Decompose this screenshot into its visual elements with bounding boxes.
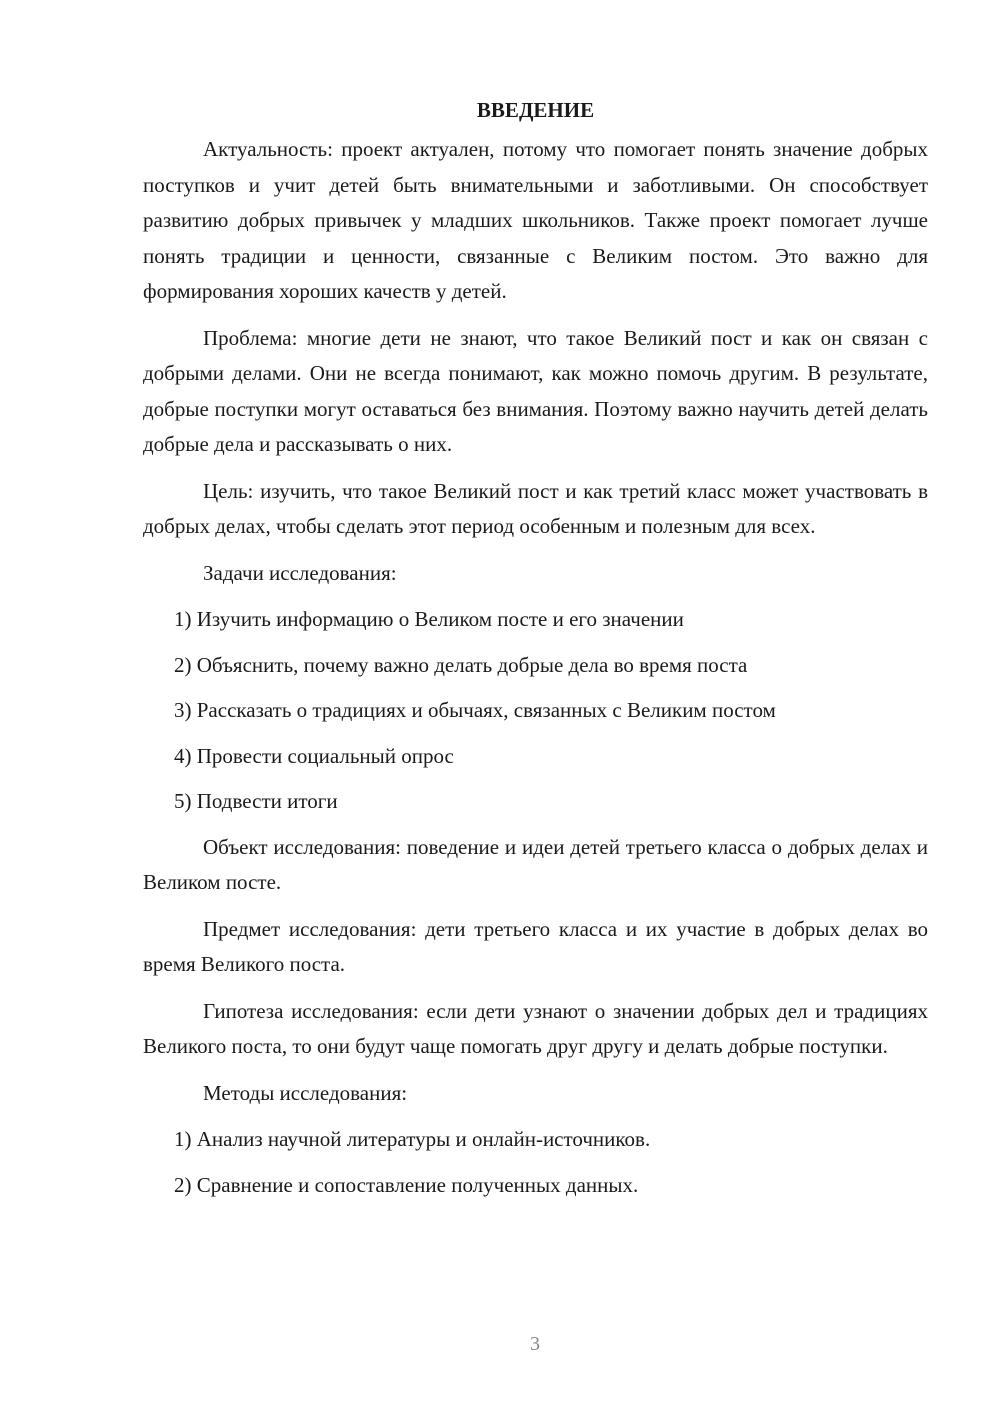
list-item: 3) Рассказать о традициях и обычаях, связанных с Великим постом xyxy=(174,698,776,722)
list-item: 5) Подвести итоги xyxy=(174,789,338,813)
list-item: 4) Провести социальный опрос xyxy=(174,743,454,768)
page-number: 3 xyxy=(530,1333,540,1355)
document-page xyxy=(143,92,928,1213)
subject-paragraph: Предмет исследования: дети третьего класса и их участие в добрых делах во время Великого поста. xyxy=(143,916,928,976)
page-title: ВВЕДЕНИЕ xyxy=(476,98,595,122)
object-paragraph: Объект исследования: поведение и идеи детей третьего класса о добрых делах и Великом посте. xyxy=(143,834,928,894)
tasks-list xyxy=(143,602,928,820)
list-item: 1) Анализ научной литературы и онлайн-источников. xyxy=(174,1127,651,1151)
hypothesis-paragraph: Гипотеза исследования: если дети узнают о значении добрых дел и традициях Великого поста, то они будут чаще помогать друг другу и делать добрые поступки. xyxy=(143,998,928,1058)
tasks-heading: Задачи исследования: xyxy=(203,560,397,585)
methods-heading: Методы исследования: xyxy=(203,1080,408,1105)
goal-paragraph: Цель: изучить, что такое Великий пост и как третий класс может участвовать в добрых делах, чтобы сделать этот период особенным и полезным для всех. xyxy=(143,478,928,538)
problem-paragraph: Проблема: многие дети не знают, что такое Великий пост и как он связан с добрыми делами. Они не всегда понимают, как можно помочь другим. В результате, добрые поступки могут оставаться без внимания. Поэтому важно научить детей делать добрые дела и рассказывать о них. xyxy=(143,325,928,456)
list-item: 1) Изучить информацию о Великом посте и его значении xyxy=(174,607,684,631)
methods-list xyxy=(143,1122,928,1203)
list-item: 2) Объяснить, почему важно делать добрые дела во время поста xyxy=(174,652,748,677)
list-item: 2) Сравнение и сопоставление полученных данных. xyxy=(174,1172,639,1197)
relevance-paragraph: Актуальность: проект актуален, потому что помогает понять значение добрых поступков и учит детей быть внимательными и заботливыми. Он способствует развитию добрых привычек у младших школьников. Также проект помогает лучше понять традиции и ценности, связанные с Великим постом. Это важно для формирования хороших качеств у детей. xyxy=(143,137,928,303)
